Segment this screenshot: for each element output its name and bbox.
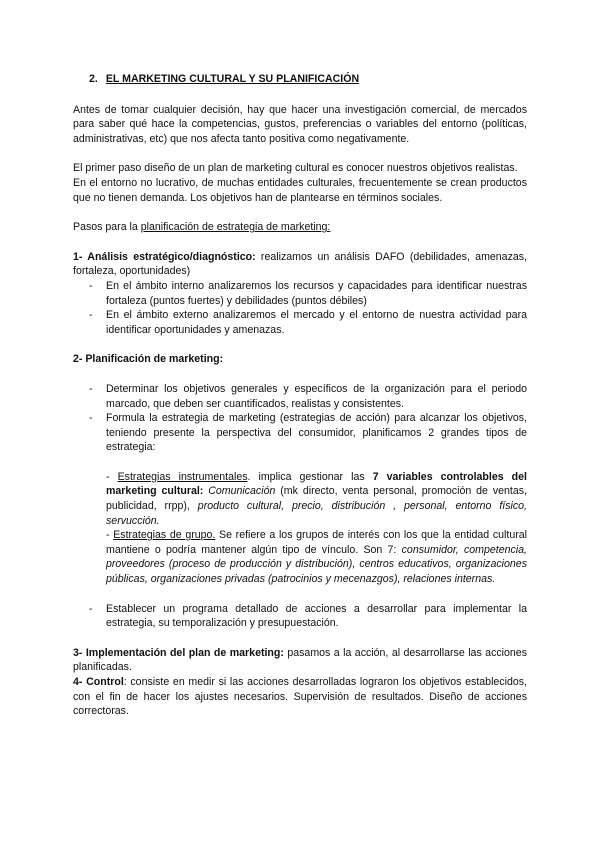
section-title-text: EL MARKETING CULTURAL Y SU PLANIFICACIÓN — [105, 73, 360, 85]
instrumental-italic1: Comunicación — [208, 485, 276, 498]
intro-paragraph: Antes de tomar cualquier decisión, hay que hacer una investigación comercial, de mercados para saber qué hace la competencias, gustos, preferencias o variables del entorno (políticas, administrativas, etc) que nos afecta tanto positiva como negativamente. — [73, 103, 527, 145]
non-profit-paragraph: En el entorno no lucrativo, de muchas entidades culturales, frecuentemente se crean productos que no tienen demanda. Los objetivos han de plantearse en términos sociales. — [73, 176, 527, 204]
step1-heading: 1- Análisis estratégico/diagnóstico: — [73, 250, 256, 263]
group-label: Estrategias de grupo. — [113, 529, 216, 542]
instrumental-bold: 7 variables controlables del marketing cultural: — [106, 470, 527, 498]
instrumental-strategies-paragraph — [106, 470, 527, 528]
step2-list — [73, 382, 527, 455]
instrumental-label: Estrategias instrumentales — [117, 470, 248, 483]
list-item: - Determinar los objetivos generales y específicos de la organización para el periodo marcado, que deben ser cuantificados, realistas y consistentes. — [106, 382, 527, 411]
step4-paragraph — [73, 675, 527, 719]
group-italic: consumidor, competencia, proveedores (proceso de producción y distribución), centros educativos, organizaciones públicas, organizaciones privadas (patrocinios y mecenazgos), relaciones internas. — [106, 543, 527, 586]
document-page — [73, 72, 527, 719]
instrumental-dash: - — [106, 470, 118, 483]
group-strategies-paragraph — [106, 528, 527, 586]
step1-text: realizamos un análisis DAFO (debilidades, amenazas, fortaleza, oportunidades) — [73, 250, 527, 278]
steps-intro-prefix: Pasos para la — [73, 221, 141, 234]
list-item: - Formula la estrategia de marketing (estrategias de acción) para alcanzar los objetivos, teniendo presente la perspectiva del consumidor, planificamos 2 grandes tipos de estrategia: — [106, 411, 527, 455]
step2-list-last — [73, 602, 527, 631]
step2-heading-text: 2- Planificación de marketing: — [73, 353, 224, 366]
step1-paragraph — [73, 250, 527, 279]
instrumental-text2: (mk directo, venta personal, promoción de ventas, publicidad, rrpp), — [106, 485, 527, 513]
section-title — [89, 72, 527, 87]
first-step-paragraph: El primer paso diseño de un plan de marketing cultural es conocer nuestros objetivos realistas. — [73, 162, 518, 175]
instrumental-text: . implica gestionar las — [247, 470, 373, 483]
step4-text: : consiste en medir si las acciones desarrolladas lograron los objetivos establecidos, con el fin de hacer los ajustes necesarios. Supervisión de resultados. Diseño de acciones correctoras. — [73, 676, 527, 718]
step3-heading: 3- Implementación del plan de marketing: — [73, 646, 284, 659]
step3-paragraph — [73, 646, 527, 675]
group-dash: - — [106, 529, 114, 542]
steps-intro — [73, 220, 527, 235]
list-item: - En el ámbito externo analizaremos el mercado y el entorno de nuestra actividad para identificar oportunidades y amenazas. — [106, 308, 527, 337]
list-item: - En el ámbito interno analizaremos los recursos y capacidades para identificar nuestras fortaleza (puntos fuertes) y debilidades (puntos débiles) — [106, 279, 527, 308]
step1-list — [73, 279, 527, 337]
step2-heading — [73, 352, 527, 367]
section-number: 2. — [89, 73, 98, 85]
steps-intro-link: planificación de estrategia de marketing: — [140, 221, 331, 234]
step3-text: pasamos a la acción, al desarrollarse las acciones planificadas. — [73, 646, 527, 674]
group-text: Se refiere a los grupos de interés con los que la entidad cultural mantiene o podría mantener algún tipo de vínculo. Son 7: — [106, 529, 527, 556]
step4-heading: 4- Control — [73, 676, 124, 688]
instrumental-italic2: producto cultural, precio, distribución , personal, entorno físico, servucción. — [106, 500, 527, 527]
list-item: - Establecer un programa detallado de acciones a desarrollar para implementar la estrategia, su temporalización y presupuestación. — [106, 602, 527, 631]
